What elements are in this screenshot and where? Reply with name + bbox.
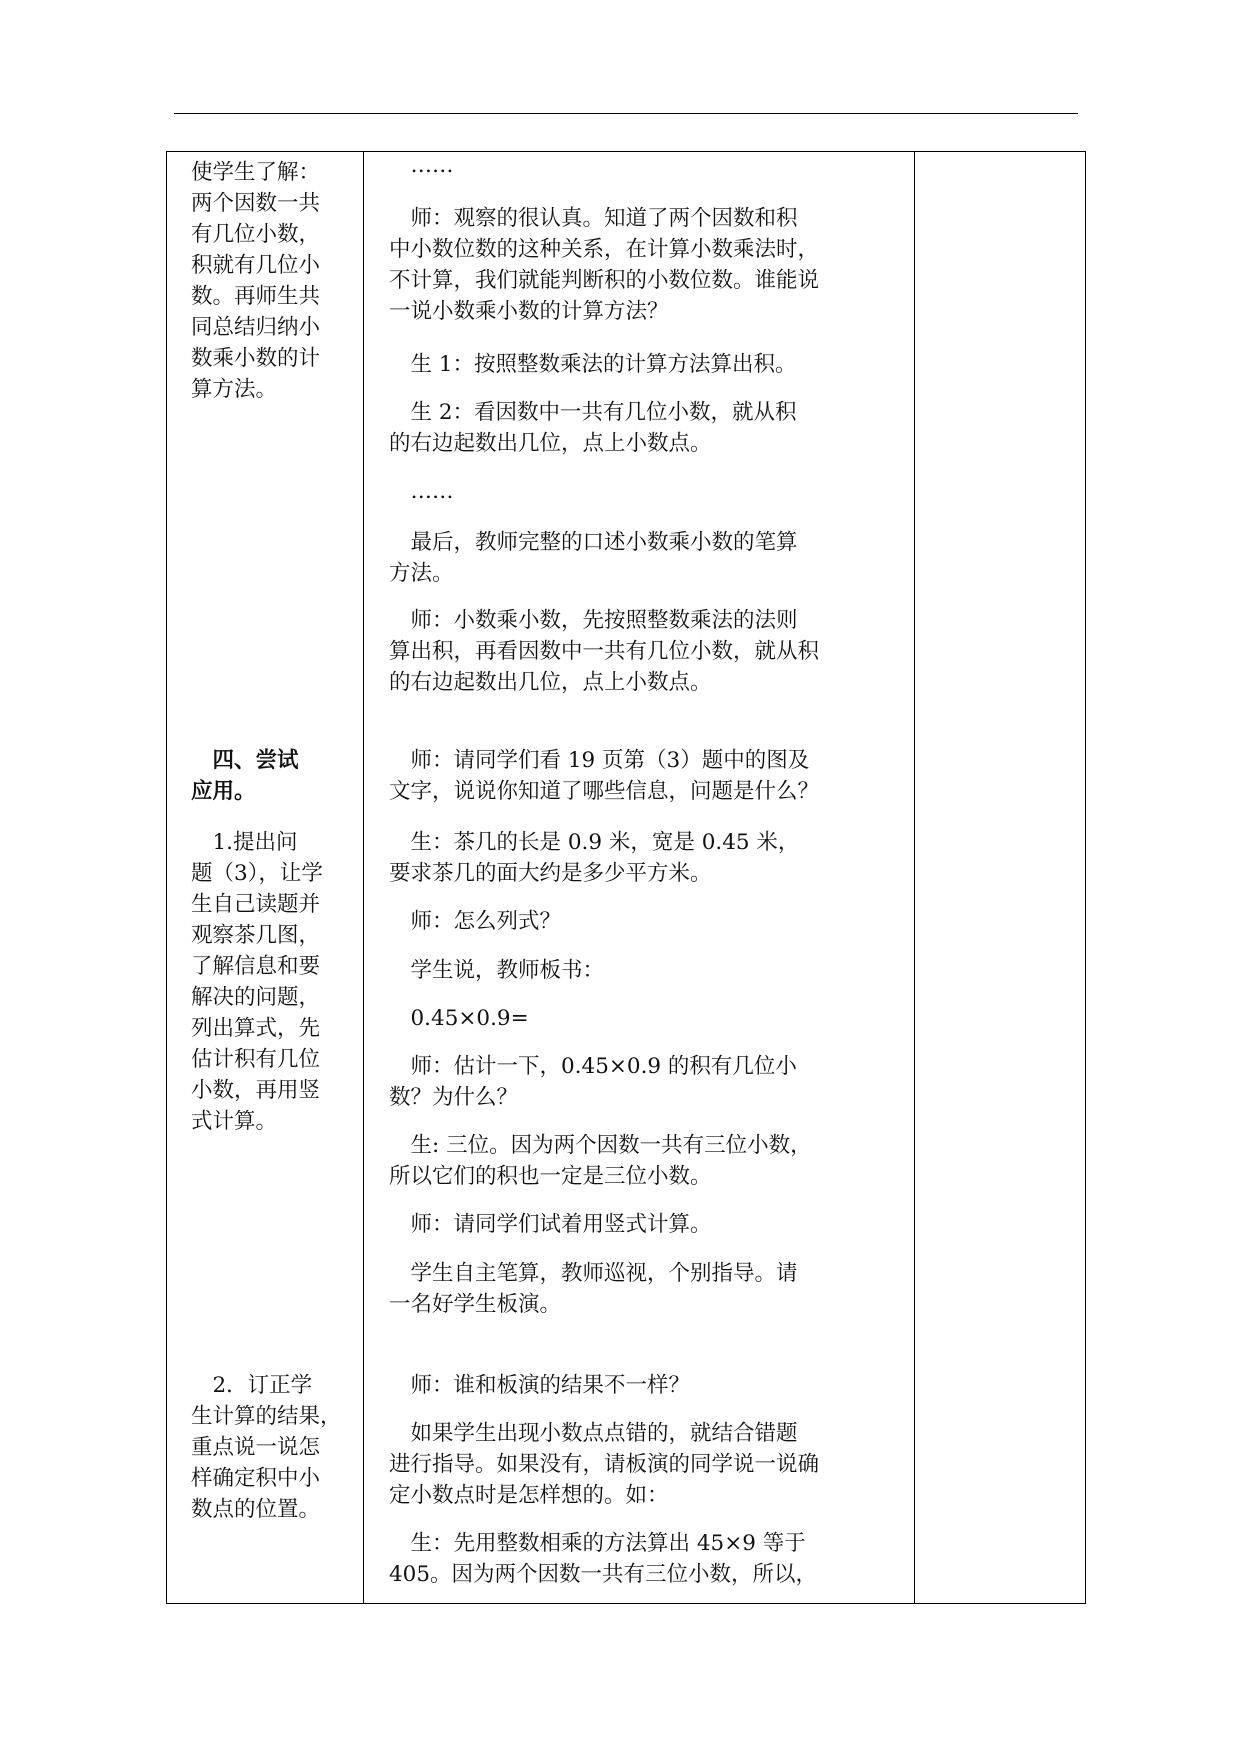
activity-paragraph: 师：谁和板演的结果不一样？	[389, 1373, 691, 1398]
activity-paragraph: ……	[389, 479, 454, 504]
process-paragraph: 1.提出问 题（3），让学 生自己读题并 观察茶几图， 了解信息和要 解决的问题， 列出算式，先 估计积有几位 小数，再用竖 式计算。	[191, 830, 323, 1134]
activity-paragraph: ……	[389, 153, 454, 178]
activity-paragraph: 师：请同学们试着用竖式计算。	[389, 1212, 712, 1237]
process-paragraph: 四、尝试 应用。	[191, 748, 299, 804]
activity-paragraph: 如果学生出现小数点点错的，就结合错题 进行指导。如果没有，请板演的同学说一说确 定小数点时是怎样想的。如：	[389, 1421, 820, 1508]
activity-paragraph: 学生说，教师板书：	[389, 958, 605, 983]
header-rule	[174, 113, 1078, 114]
column-divider-right	[914, 152, 915, 1603]
activity-paragraph: 生 1：按照整数乘法的计算方法算出积。	[389, 352, 797, 377]
activity-paragraph: 师：怎么列式？	[389, 909, 562, 934]
activity-paragraph: 学生自主笔算，教师巡视，个别指导。请 一名好学生板演。	[389, 1261, 798, 1317]
process-paragraph: 使学生了解： 两个因数一共 有几位小数， 积就有几位小 数。再师生共 同总结归纳小 数乘小数的计 算方法。	[191, 160, 321, 402]
activity-paragraph: 生 2：看因数中一共有几位小数，就从积 的右边起数出几位，点上小数点。	[389, 400, 797, 456]
activity-paragraph: 师：小数乘小数，先按照整数乘法的法则 算出积，再看因数中一共有几位小数，就从积 的右边起数出几位，点上小数点。	[389, 608, 820, 695]
activity-paragraph: 生：茶几的长是 0.9 米，宽是 0.45 米， 要求茶几的面大约是多少平方米。	[389, 830, 800, 886]
activity-paragraph: 师：估计一下，0.45×0.9 的积有几位小 数？为什么？	[389, 1054, 797, 1110]
activity-paragraph: 师：观察的很认真。知道了两个因数和积 中小数位数的这种关系，在计算小数乘法时， 不计算，我们就能判断积的小数位数。谁能说 一说小数乘小数的计算方法？	[389, 206, 820, 324]
process-paragraph: 2．订正学 生计算的结果， 重点说一说怎 样确定积中小 数点的位置。	[191, 1373, 342, 1522]
column-divider-left	[363, 152, 364, 1603]
activity-paragraph: 0.45×0.9=	[389, 1006, 529, 1031]
activity-paragraph: 最后，教师完整的口述小数乘小数的笔算 方法。	[389, 530, 798, 586]
activity-paragraph: 生: 三位。因为两个因数一共有三位小数， 所以它们的积也一定是三位小数。	[389, 1133, 812, 1189]
activity-paragraph: 生：先用整数相乘的方法算出 45×9 等于 405。因为两个因数一共有三位小数，所以，	[389, 1531, 818, 1587]
activity-paragraph: 师：请同学们看 19 页第（3）题中的图及 文字，说说你知道了哪些信息，问题是什么？	[389, 748, 820, 804]
